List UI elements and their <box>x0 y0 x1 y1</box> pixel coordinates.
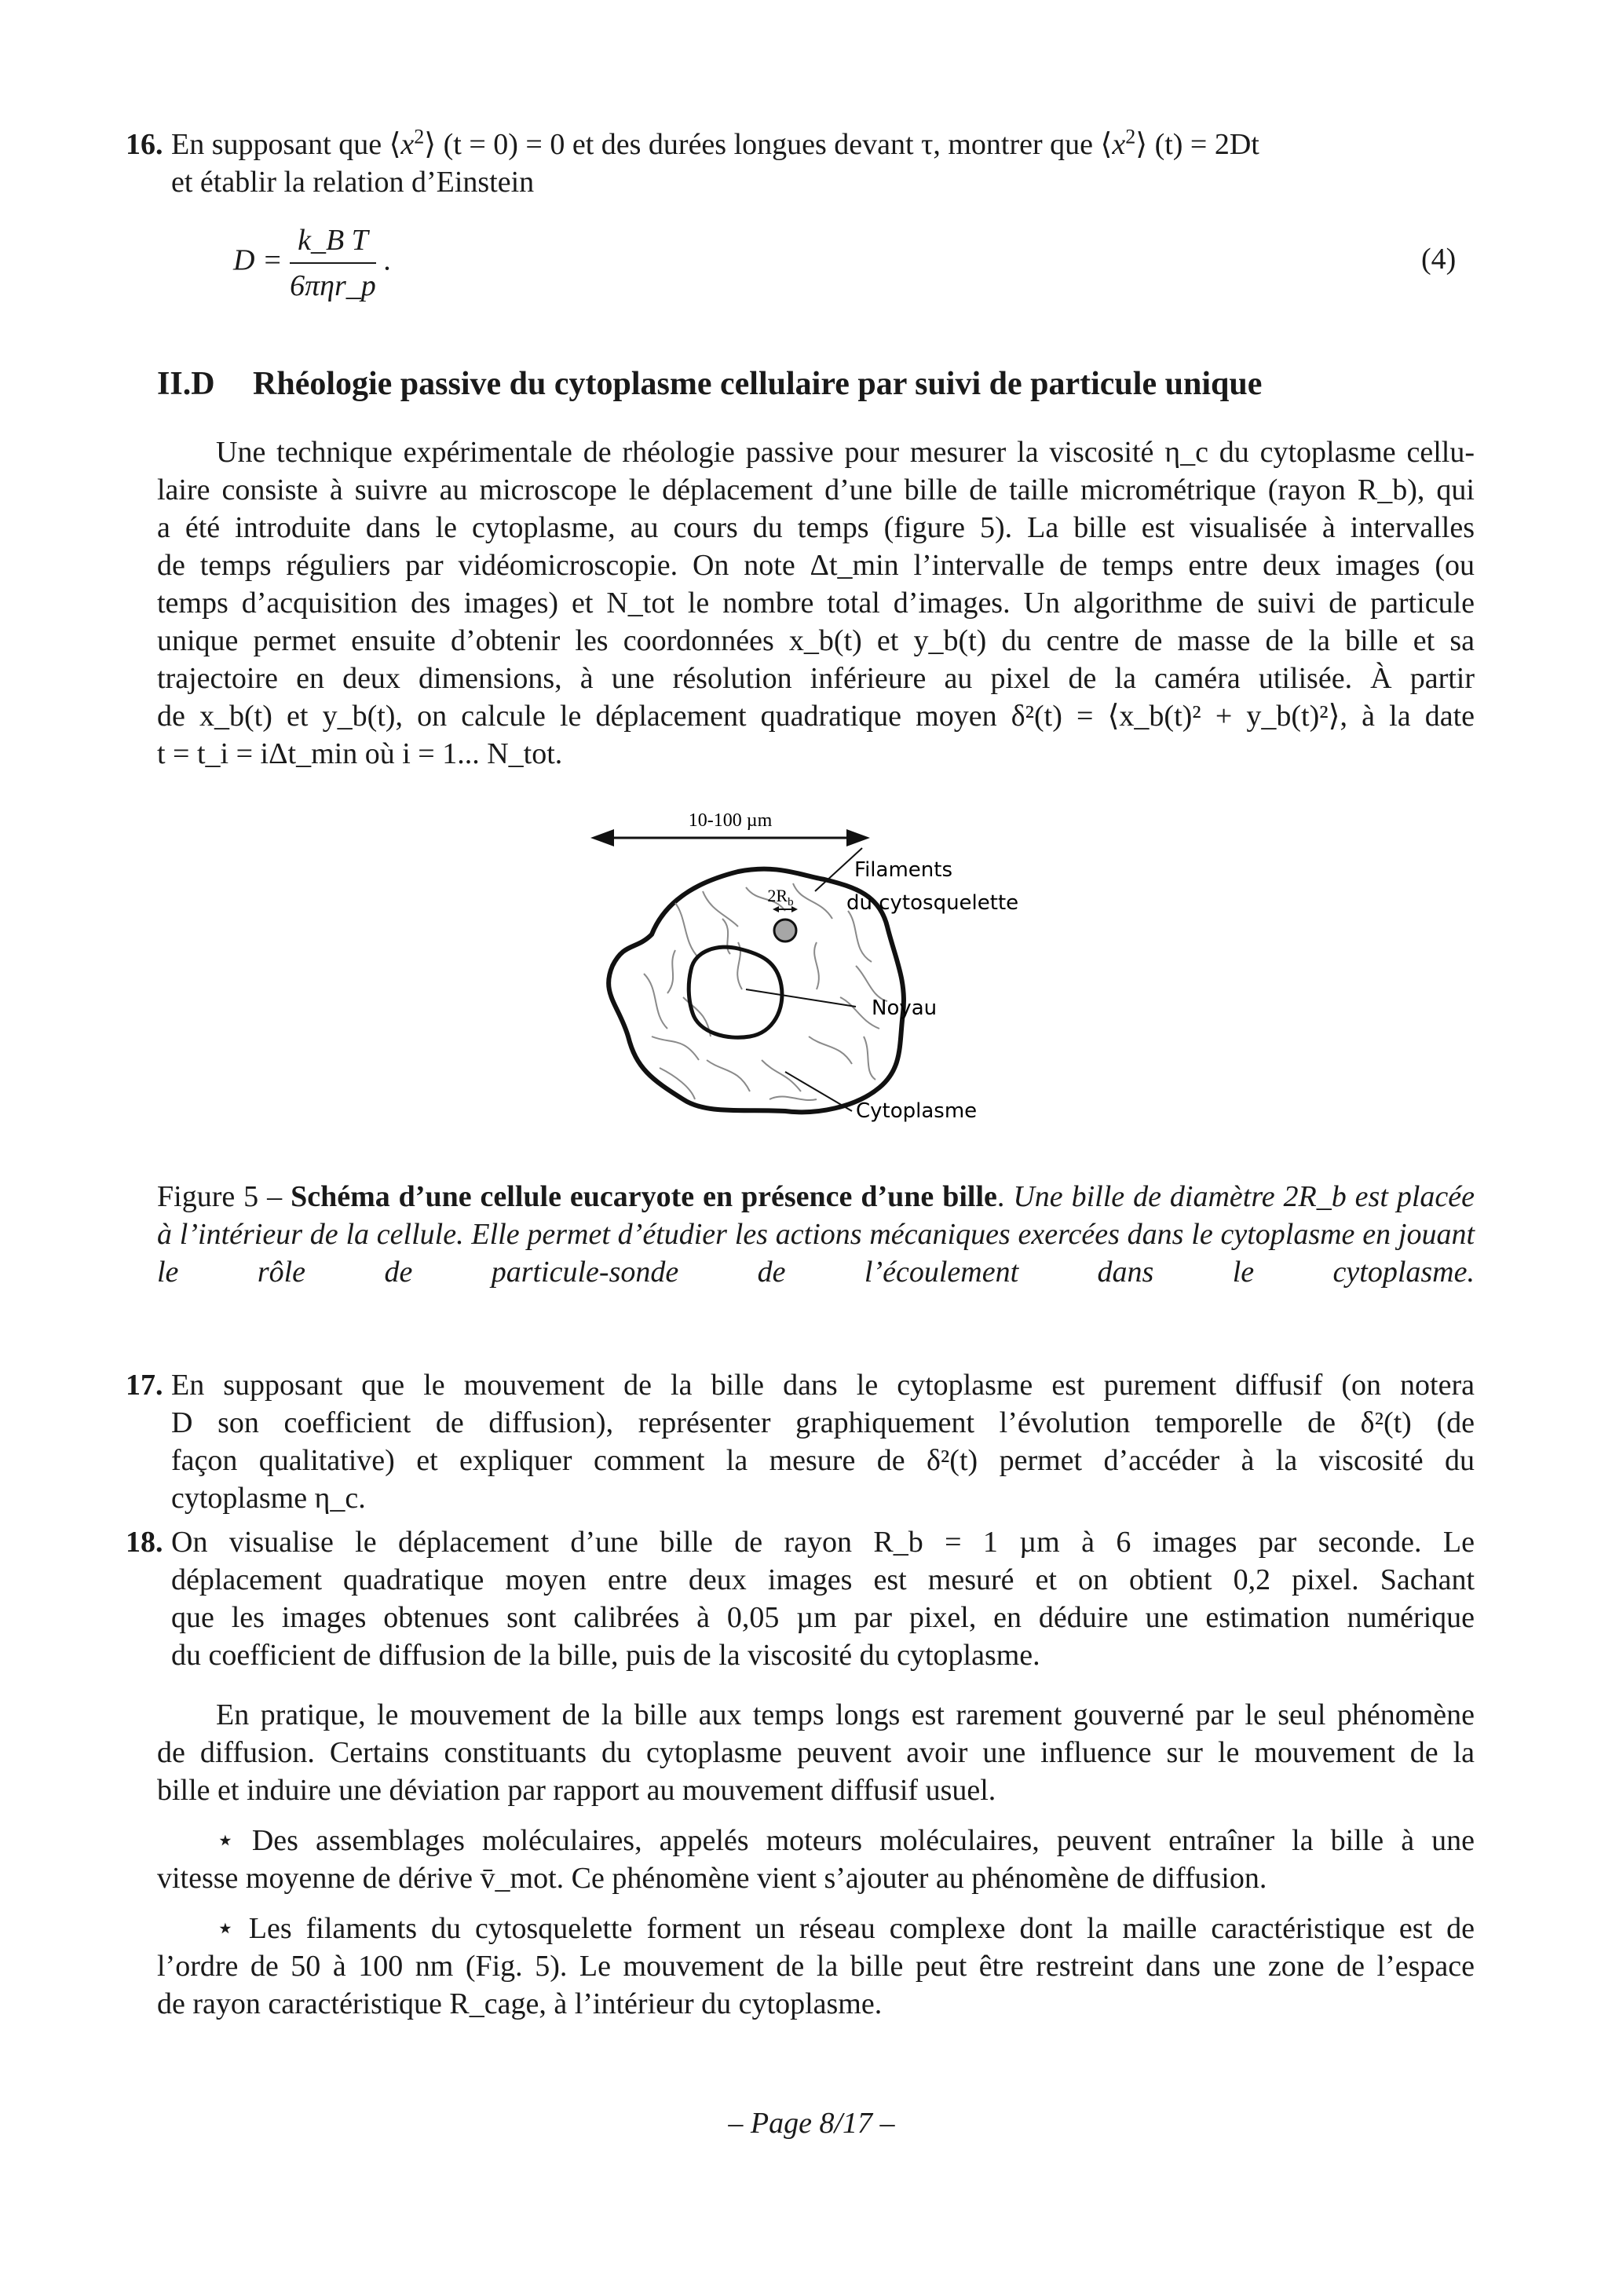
equation-tag: (4) <box>1421 243 1457 276</box>
intro-line: de x_b(t) et y_b(t), on calcule le déplacement quadratique moyen δ²(t) = ⟨x_b(t)² + y_b(t)²⟩, à la date <box>157 700 1475 733</box>
q18-line: On visualise le déplacement d’une bille de rayon R_b = 1 µm à 6 images par seconde. Le <box>171 1526 1475 1559</box>
intro-line: laire consiste à suivre au microscope le déplacement d’une bille de taille micrométrique (rayon R_b), qui <box>157 473 1475 506</box>
section-heading <box>157 365 1262 403</box>
bullet2-line: ⋆ Les filaments du cytosquelette forment un réseau complexe dont la maille caractéristique est de <box>216 1912 1475 1945</box>
equation-fraction <box>290 221 376 305</box>
label-cytoplasme: Cytoplasme <box>856 1099 978 1123</box>
bead-diameter-marker <box>773 906 798 912</box>
label-filaments-2: du cytosquelette <box>846 891 1019 915</box>
intro-line: Une technique expérimentale de rhéologie passive pour mesurer la viscosité η_c du cytoplasme cellu- <box>216 436 1475 469</box>
question-18 <box>126 1523 1475 1674</box>
q16-text-c: (t) = 2Dt <box>1154 128 1259 161</box>
intro-line: a été introduite dans le cytoplasme, au cours du temps (figure 5). La bille est visualisée à intervalles <box>157 511 1475 544</box>
bullet1-line: ⋆ Des assemblages moléculaires, appelés moteurs moléculaires, peuvent entraîner la bille à une <box>216 1824 1475 1857</box>
q17-line: En supposant que le mouvement de la bille dans le cytoplasme est purement diffusif (on notera <box>171 1369 1475 1402</box>
q18-line: du coefficient de diffusion de la bille, puis de la viscosité du cytoplasme. <box>171 1639 1040 1672</box>
bullet-cytoskeleton-cage <box>157 1910 1475 2023</box>
angle-x2-b: $⟨x^2⟩$ <box>1100 125 1148 161</box>
section-title: Rhéologie passive du cytoplasme cellulaire par suivi de particule unique <box>253 366 1263 402</box>
practice-line: bille et induire une déviation par rapport au mouvement diffusif usuel. <box>157 1774 996 1807</box>
section-number: II.D <box>157 366 215 402</box>
caption-prefix: Figure 5 – <box>157 1180 283 1213</box>
scale-label: 10-100 µm <box>688 810 773 831</box>
label-filaments-1: Filaments <box>854 858 952 882</box>
bullet-molecular-motors <box>157 1822 1475 1897</box>
bullet1-line: vitesse moyenne de dérive v̄_mot. Ce phénomène vient s’ajouter au phénomène de diffusion. <box>157 1862 1267 1895</box>
figure-caption: Figure 5 – Schéma d’une cellule eucaryote en présence d’une bille. Une bille de diamètre 2R_b est placée à l’intérieur de la cellule. Elle permet d’étudier les actions mécaniques exercées dans le cytoplasme en jouant le rôle de particule-sonde de l’écoulement dans le cytoplasme. <box>157 1180 1475 1289</box>
practice-paragraph <box>157 1696 1475 1809</box>
bullet2-line: de rayon caractéristique R_cage, à l’intérieur du cytoplasme. <box>157 1987 883 2020</box>
noyau-leader-line <box>746 989 856 1007</box>
q16-text-a: En supposant que <box>171 128 382 161</box>
question-number: 17. <box>126 1369 163 1402</box>
einstein-equation: D = $\frac{\text{k\_B T}}{\text{6πηr\_p}}$ . <box>233 221 391 305</box>
bead <box>774 919 796 941</box>
scale-arrow <box>590 829 870 846</box>
caption-title: Schéma d’une cellule eucaryote en présence d’une bille <box>291 1180 997 1213</box>
q16-text-b: (t = 0) = 0 et des durées longues devant τ, montrer que <box>443 128 1094 161</box>
q17-line: cytoplasme η_c. <box>171 1482 366 1515</box>
equation-numerator: k_B T <box>290 221 376 264</box>
page-footer: – Page 8/17 – <box>728 2107 895 2140</box>
question-number: 18. <box>126 1526 163 1559</box>
intro-line: de temps réguliers par vidéomicroscopie. On note Δt_min l’intervalle de temps entre deux images (ou <box>157 549 1475 582</box>
q17-line: D son coefficient de diffusion), représenter graphiquement l’évolution temporelle de δ²(t) (de <box>171 1406 1475 1439</box>
question-16-line-2: et établir la relation d’Einstein <box>171 166 535 199</box>
intro-line: trajectoire en deux dimensions, à une résolution inférieure au pixel de la caméra utilisée. À partir <box>157 662 1475 695</box>
cytoplasme-leader-line <box>785 1072 852 1111</box>
practice-line: En pratique, le mouvement de la bille aux temps longs est rarement gouverné par le seul phénomène <box>216 1698 1475 1731</box>
caption-body: Une bille de diamètre 2R_b est placée à l’intérieur de la cellule. Elle permet d’étudier les actions mécaniques exercées dans le cytoplasme en jouant le rôle de particule-sonde de l’écoulement dans le cytoplasme. <box>157 1180 1475 1289</box>
question-number: 16. <box>126 128 163 161</box>
equation-lhs: D = <box>233 243 283 277</box>
intro-line: t = t_i = iΔt_min où i = 1... N_tot. <box>157 737 563 770</box>
question-16-line-1 <box>171 126 1475 163</box>
question-16 <box>126 125 1475 201</box>
intro-paragraph <box>157 433 1475 773</box>
angle-x2: $⟨x^2⟩$ <box>389 125 437 161</box>
intro-line: unique permet ensuite d’obtenir les coordonnées x_b(t) et y_b(t) du centre de masse de la bille et sa <box>157 624 1475 657</box>
cell-diagram <box>550 801 1099 1146</box>
q18-line: que les images obtenues sont calibrées à 0,05 µm par pixel, en déduire une estimation numérique <box>171 1601 1475 1634</box>
label-noyau: Noyau <box>872 996 938 1020</box>
bullet2-line: l’ordre de 50 à 100 nm (Fig. 5). Le mouvement de la bille peut être restreint dans une zone de l’espace <box>157 1950 1475 1983</box>
q18-line: déplacement quadratique moyen entre deux images est mesuré et on obtient 0,2 pixel. Sachant <box>171 1563 1475 1596</box>
q17-line: façon qualitative) et expliquer comment la mesure de δ²(t) permet d’accéder à la viscosité du <box>171 1444 1475 1477</box>
question-17 <box>126 1366 1475 1517</box>
practice-line: de diffusion. Certains constituants du cytoplasme peuvent avoir une influence sur le mouvement de la <box>157 1736 1475 1769</box>
equation-denominator: 6πηr_p <box>290 269 376 302</box>
bead-label: $2R_b$ <box>767 886 794 909</box>
intro-line: temps d’acquisition des images) et N_tot le nombre total d’images. Un algorithme de suivi de particule <box>157 587 1475 620</box>
